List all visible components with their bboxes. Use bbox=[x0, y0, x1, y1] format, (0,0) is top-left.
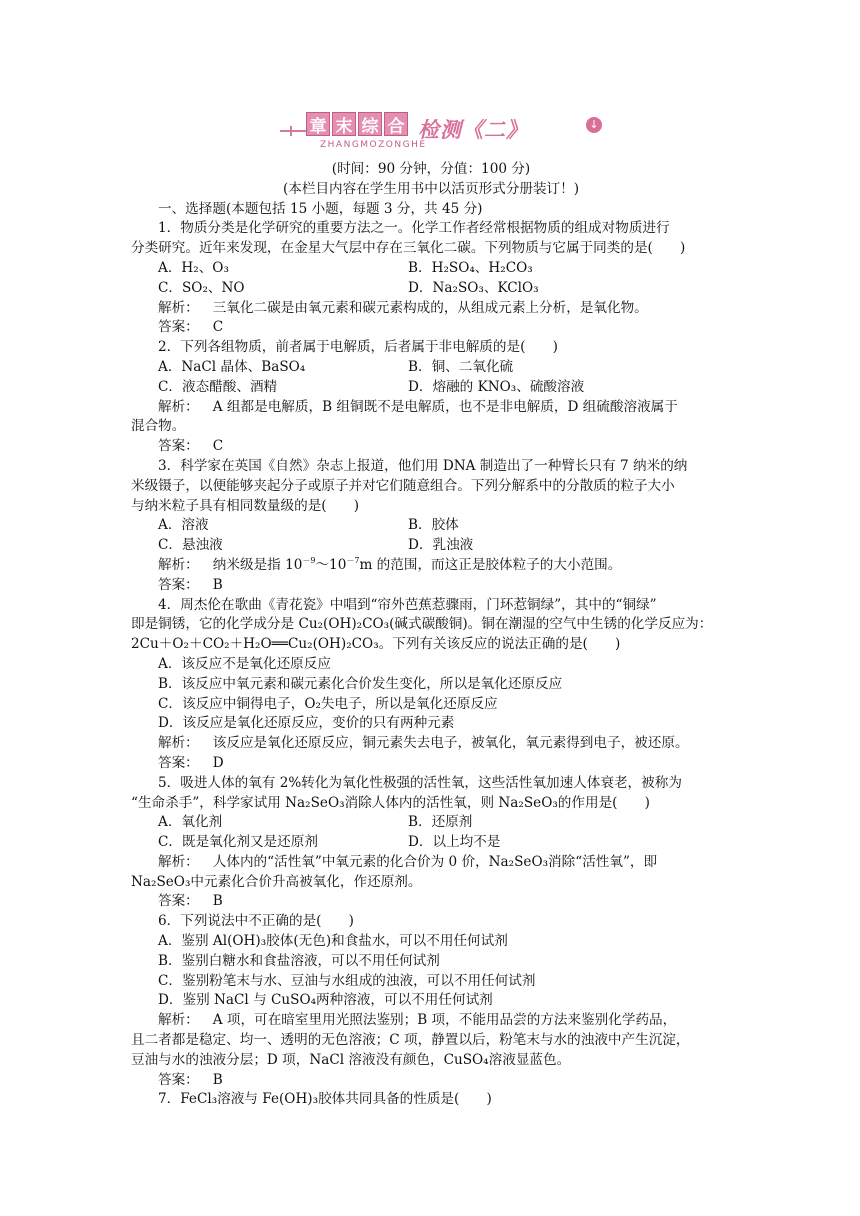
analysis bbox=[131, 853, 731, 873]
answer-label: 答案： bbox=[158, 319, 199, 336]
option-row bbox=[131, 279, 731, 299]
analysis-label: 解析： bbox=[158, 853, 199, 870]
analysis-text: Na₂SeO₃中元素化合价升高被氧化，作还原剂。 bbox=[131, 873, 422, 890]
question-text: 4．周杰伦在歌曲《青花瓷》中唱到“帘外芭蕉惹骤雨，门环惹铜绿”，其中的“铜绿” bbox=[158, 596, 657, 613]
question-text: 6．下列说法中不正确的是( ) bbox=[158, 913, 354, 930]
option-c: C．该反应中铜得电子，O₂失电子，所以是氧化还原反应 bbox=[158, 695, 498, 712]
option-b: B．胶体 bbox=[408, 517, 459, 534]
option-row bbox=[131, 813, 731, 833]
banner-tile: 章 bbox=[306, 112, 330, 136]
question-text: 即是铜锈，它的化学成分是 Cu₂(OH)₂CO₃(碱式碳酸铜)。铜在潮湿的空气中生锈的化学反应为： bbox=[131, 616, 713, 633]
analysis-label: 解析： bbox=[158, 556, 199, 573]
question-text: 分类研究。近年来发现，在金星大气层中存在三氧化二碳。下列物质与它属于同类的是( ) bbox=[131, 240, 686, 257]
banner-tile: 综 bbox=[358, 112, 382, 136]
option-b: B．H₂SO₄、H₂CO₃ bbox=[408, 259, 533, 276]
question-text: 7．FeCl₃溶液与 Fe(OH)₃胶体共同具备的性质是( ) bbox=[158, 1091, 492, 1108]
answer-value: B bbox=[212, 576, 223, 593]
question-text: 5．吸进人体的氧有 2%转化为氧化性极强的活性氧，这些活性氧加速人体衰老，被称为 bbox=[158, 774, 682, 791]
option-d: D．鉴别 NaCl 与 CuSO₄两种溶液，可以不用任何试剂 bbox=[158, 992, 493, 1009]
analysis-text: 三氧化二碳是由氧元素和碳元素构成的，从组成元素上分析，是氧化物。 bbox=[212, 299, 648, 316]
answer bbox=[131, 754, 731, 774]
answer bbox=[131, 318, 731, 338]
banner-title: 检测《二》 bbox=[418, 118, 528, 142]
section-heading: 一、选择题(本题包括 15 小题，每题 3 分，共 45 分) bbox=[158, 200, 483, 217]
analysis-text: 该反应是氧化还原反应，铜元素失去电子，被氧化，氧元素得到电子，被还原。 bbox=[212, 735, 689, 752]
answer-value: C bbox=[212, 438, 224, 455]
option-d: D．Na₂SO₃、KClO₃ bbox=[408, 279, 539, 296]
option-c: C．既是氧化剂又是还原剂 bbox=[158, 834, 318, 851]
option-d: D．该反应是氧化还原反应，变价的只有两种元素 bbox=[158, 715, 455, 732]
option-row bbox=[131, 378, 731, 398]
question-text: “生命杀手”，科学家试用 Na₂SeO₃消除人体内的活性氧，则 Na₂SeO₃的作用是( ) bbox=[131, 794, 650, 811]
answer bbox=[131, 576, 731, 596]
analysis-text: 豆油与水的浊液分层；D 项，NaCl 溶液没有颜色，CuSO₄溶液显蓝色。 bbox=[131, 1051, 571, 1068]
option-row bbox=[131, 259, 731, 279]
answer-value: C bbox=[212, 319, 224, 336]
answer-value: B bbox=[212, 893, 223, 910]
option-c: C．液态醋酸、酒精 bbox=[158, 378, 278, 395]
exponent: －7 bbox=[346, 555, 360, 565]
analysis-text: ～10 bbox=[315, 556, 347, 573]
analysis-label: 解析： bbox=[158, 398, 199, 415]
option-b: B．还原剂 bbox=[408, 814, 473, 831]
option-a: A．H₂、O₃ bbox=[158, 259, 229, 276]
banner-tiles bbox=[306, 112, 410, 136]
question-text: 3．科学家在英国《自然》杂志上报道，他们用 DNA 制造出了一种臂长只有 7 纳米的纳 bbox=[158, 457, 688, 474]
option-d: D．熔融的 KNO₃、硫酸溶液 bbox=[408, 378, 585, 395]
analysis-text: 混合物。 bbox=[131, 418, 186, 435]
analysis-text: 人体内的“活性氧”中氧元素的化合价为 0 价，Na₂SeO₃消除“活性氧”，即 bbox=[212, 853, 658, 870]
chapter-banner bbox=[280, 104, 610, 160]
question-text: 2Cu＋O₂＋CO₂＋H₂O══Cu₂(OH)₂CO₃。下列有关该反应的说法正确的是( ) bbox=[131, 636, 621, 653]
option-a: A．氧化剂 bbox=[158, 814, 223, 831]
banner-tile: 合 bbox=[384, 112, 408, 136]
exponent: －9 bbox=[302, 555, 316, 565]
answer-label: 答案： bbox=[158, 754, 199, 771]
option-row bbox=[131, 516, 731, 536]
answer-label: 答案： bbox=[158, 893, 199, 910]
option-a: A．该反应不是氧化还原反应 bbox=[158, 655, 331, 672]
option-c: C．SO₂、NO bbox=[158, 279, 245, 296]
option-row bbox=[131, 833, 731, 853]
analysis-text: A 项，可在暗室里用光照法鉴别；B 项，不能用品尝的方法来鉴别化学药品， bbox=[212, 1012, 677, 1029]
analysis-label: 解析： bbox=[158, 1012, 199, 1029]
question-text: 米级镊子，以便能够夹起分子或原子并对它们随意组合。下列分解系中的分散质的粒子大小 bbox=[131, 477, 675, 494]
question-text: 2．下列各组物质，前者属于电解质，后者属于非电解质的是( ) bbox=[158, 339, 558, 356]
time-score: (时间：90 分钟，分值：100 分) bbox=[331, 161, 531, 177]
option-d: D．以上均不是 bbox=[408, 834, 501, 851]
analysis-text: m 的范围，而这正是胶体粒子的大小范围。 bbox=[359, 556, 622, 573]
binding-note: (本栏目内容在学生用书中以活页形式分册装订！) bbox=[282, 180, 580, 197]
answer bbox=[131, 437, 731, 457]
question-text: 与纳米粒子具有相同数量级的是( ) bbox=[131, 497, 360, 514]
banner-tile: 末 bbox=[332, 112, 356, 136]
option-b: B．铜、二氧化硫 bbox=[408, 358, 514, 375]
analysis-text: A 组都是电解质，B 组铜既不是电解质，也不是非电解质，D 组硫酸溶液属于 bbox=[212, 398, 678, 415]
analysis-text: 纳米级是指 10 bbox=[212, 556, 303, 573]
analysis bbox=[131, 734, 731, 754]
option-c: C．鉴别粉笔末与水、豆油与水组成的浊液，可以不用任何试剂 bbox=[158, 972, 536, 989]
option-d: D．乳浊液 bbox=[408, 537, 474, 554]
answer-value: B bbox=[212, 1071, 223, 1088]
analysis bbox=[131, 1011, 731, 1031]
option-c: C．悬浊液 bbox=[158, 537, 223, 554]
analysis-label: 解析： bbox=[158, 299, 199, 316]
arrow-down-icon: ↓ bbox=[586, 117, 602, 133]
option-b: B．鉴别白糖水和食盐溶液，可以不用任何试剂 bbox=[158, 952, 440, 969]
document-body bbox=[131, 160, 731, 1110]
answer bbox=[131, 1071, 731, 1091]
option-a: A．NaCl 晶体、BaSO₄ bbox=[158, 358, 306, 375]
option-a: A．溶液 bbox=[158, 517, 209, 534]
analysis bbox=[131, 398, 731, 418]
answer-value: D bbox=[212, 754, 224, 771]
option-row bbox=[131, 536, 731, 556]
analysis-text: 且二者都是稳定、均一、透明的无色溶液；C 项，静置以后，粉笔末与水的浊液中产生沉淀， bbox=[131, 1032, 690, 1049]
answer-label: 答案： bbox=[158, 576, 199, 593]
option-b: B．该反应中氧元素和碳元素化合价发生变化，所以是氧化还原反应 bbox=[158, 675, 563, 692]
answer-label: 答案： bbox=[158, 1071, 199, 1088]
answer-label: 答案： bbox=[158, 438, 199, 455]
banner-pinyin: ZHANGMOZONGHE bbox=[320, 140, 427, 150]
option-a: A．鉴别 Al(OH)₃胶体(无色)和食盐水，可以不用任何试剂 bbox=[158, 933, 508, 950]
question-text: 1．物质分类是化学研究的重要方法之一。化学工作者经常根据物质的组成对物质进行 bbox=[158, 220, 670, 237]
option-row bbox=[131, 358, 731, 378]
analysis-label: 解析： bbox=[158, 735, 199, 752]
analysis bbox=[131, 556, 731, 576]
answer bbox=[131, 892, 731, 912]
analysis bbox=[131, 299, 731, 319]
